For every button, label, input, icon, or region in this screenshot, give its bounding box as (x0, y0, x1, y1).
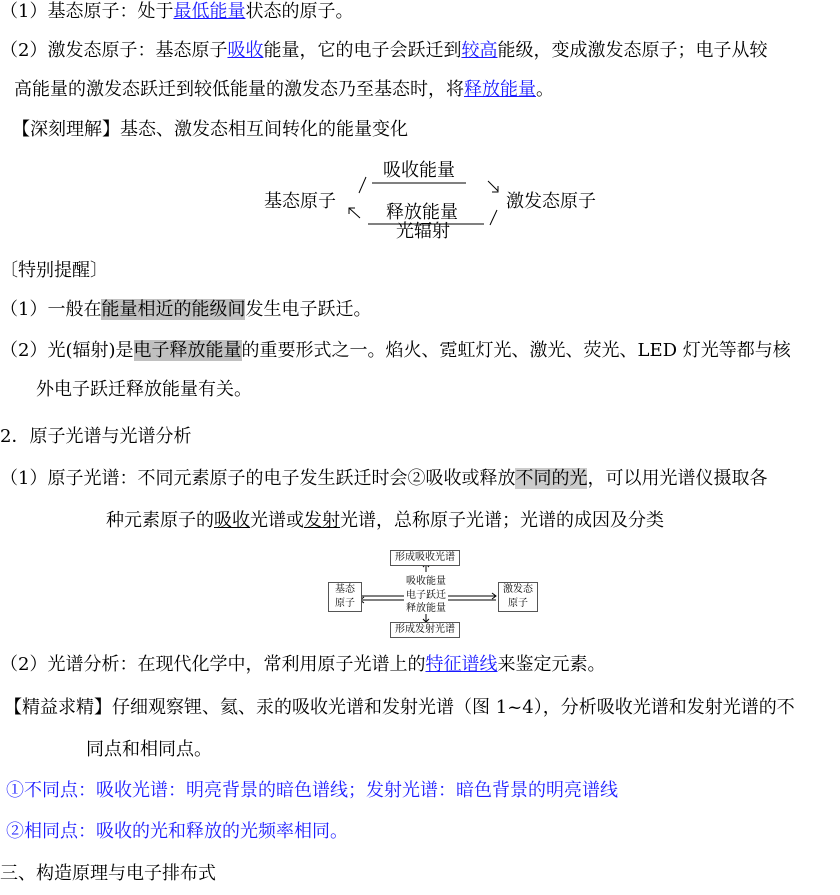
absorb-energy-label: 吸收能量 (406, 576, 446, 587)
diagram-arrows (0, 155, 840, 245)
highlight: 不同的光 (515, 468, 588, 489)
text: 状态的原子。 (245, 1, 354, 22)
electron-transition-label: 电子跃迁 (406, 590, 446, 601)
text: 能级，变成激发态原子；电子从较 (497, 40, 768, 61)
link-release-energy[interactable]: 释放能量 (464, 79, 536, 100)
text-line-3 (14, 79, 554, 101)
link-absorb[interactable]: 吸收 (227, 40, 264, 61)
text-line-6 (0, 299, 371, 321)
section-heading-deep-understanding: 【深刻理解】基态、激发态相互间转化的能量变化 (12, 119, 408, 140)
link-characteristic-lines[interactable]: 特征谱线 (425, 654, 498, 675)
text-line-11 (106, 510, 664, 532)
text-line-2 (0, 40, 767, 62)
text-line-13: 【精益求精】仔细观察锂、氦、汞的吸收光谱和发射光谱（图 1~4），分析吸收光谱和发射光谱的不 (4, 697, 795, 718)
box-line: 原子 (508, 598, 528, 609)
underlined-text: 发射 (304, 510, 340, 531)
spectra-formation-diagram (326, 548, 542, 640)
text: 。 (536, 79, 554, 100)
text: （1）原子光谱：不同元素原子的电子发生跃迁时会②吸收或释放 (0, 468, 516, 489)
text: （1）基态原子：处于 (0, 1, 174, 22)
text: ，可以用光谱仪摄取各 (587, 468, 768, 489)
ground-state-box (328, 582, 362, 612)
excited-state-box (498, 582, 538, 612)
text-line-10 (0, 468, 767, 490)
text: （2）光谱分析：在现代化学中，常利用原子光谱上的 (0, 654, 426, 675)
text-line-7 (0, 340, 791, 362)
text-line-14: 同点和相同点。 (86, 739, 212, 760)
energy-transition-diagram (0, 155, 840, 245)
box-line: 激发态 (503, 584, 533, 595)
text: 的重要形式之一。焰火、霓虹灯光、激光、荧光、LED 灯光等都与核 (241, 340, 791, 361)
text-line-8: 外电子跃迁释放能量有关。 (36, 379, 252, 400)
text-line-12 (0, 654, 605, 676)
diagram-right-label: 激发态原子 (506, 191, 596, 212)
underlined-text: 吸收 (214, 510, 250, 531)
section-heading-aufbau-principle: 三、构造原理与电子排布式 (0, 863, 216, 884)
release-energy-label: 释放能量 (406, 603, 446, 614)
text: （2）激发态原子：基态原子 (0, 40, 228, 61)
link-lowest-energy[interactable]: 最低能量 (173, 1, 246, 22)
text-line-1 (0, 1, 353, 23)
text: 发生电子跃迁。 (245, 299, 372, 320)
answer-similarities: ②相同点：吸收的光和释放的光频率相同。 (6, 821, 348, 842)
text: 来鉴定元素。 (497, 654, 606, 675)
text: （2）光(辐射)是 (0, 340, 134, 361)
text: 光谱，总称原子光谱；光谱的成因及分类 (340, 510, 664, 531)
text: 能量，它的电子会跃迁到 (263, 40, 462, 61)
link-higher[interactable]: 较高 (461, 40, 498, 61)
absorption-spectrum-box: 形成吸收光谱 (390, 550, 460, 566)
diagram-bottom-sub-label: 光辐射 (396, 221, 450, 242)
highlight: 能量相近的能级间 (101, 299, 246, 320)
highlight: 电子释放能量 (133, 340, 242, 361)
diagram-left-label: 基态原子 (264, 191, 336, 212)
answer-differences: ①不同点：吸收光谱：明亮背景的暗色谱线；发射光谱：暗色背景的明亮谱线 (6, 780, 618, 801)
box-line: 原子 (335, 598, 355, 609)
diagram-bottom-label: 释放能量 (386, 202, 458, 223)
diagram-top-label: 吸收能量 (383, 160, 455, 181)
emission-spectrum-box: 形成发射光谱 (390, 622, 460, 638)
text: 光谱或 (250, 510, 304, 531)
text: 高能量的激发态跃迁到较低能量的激发态乃至基态时，将 (14, 79, 464, 100)
text: 种元素原子的 (106, 510, 214, 531)
box-line: 基态 (335, 584, 355, 595)
text: （1）一般在 (0, 299, 102, 320)
section-heading-atomic-spectra: 2．原子光谱与光谱分析 (0, 426, 192, 447)
special-reminder-heading: 〔特别提醒〕 (0, 260, 108, 281)
